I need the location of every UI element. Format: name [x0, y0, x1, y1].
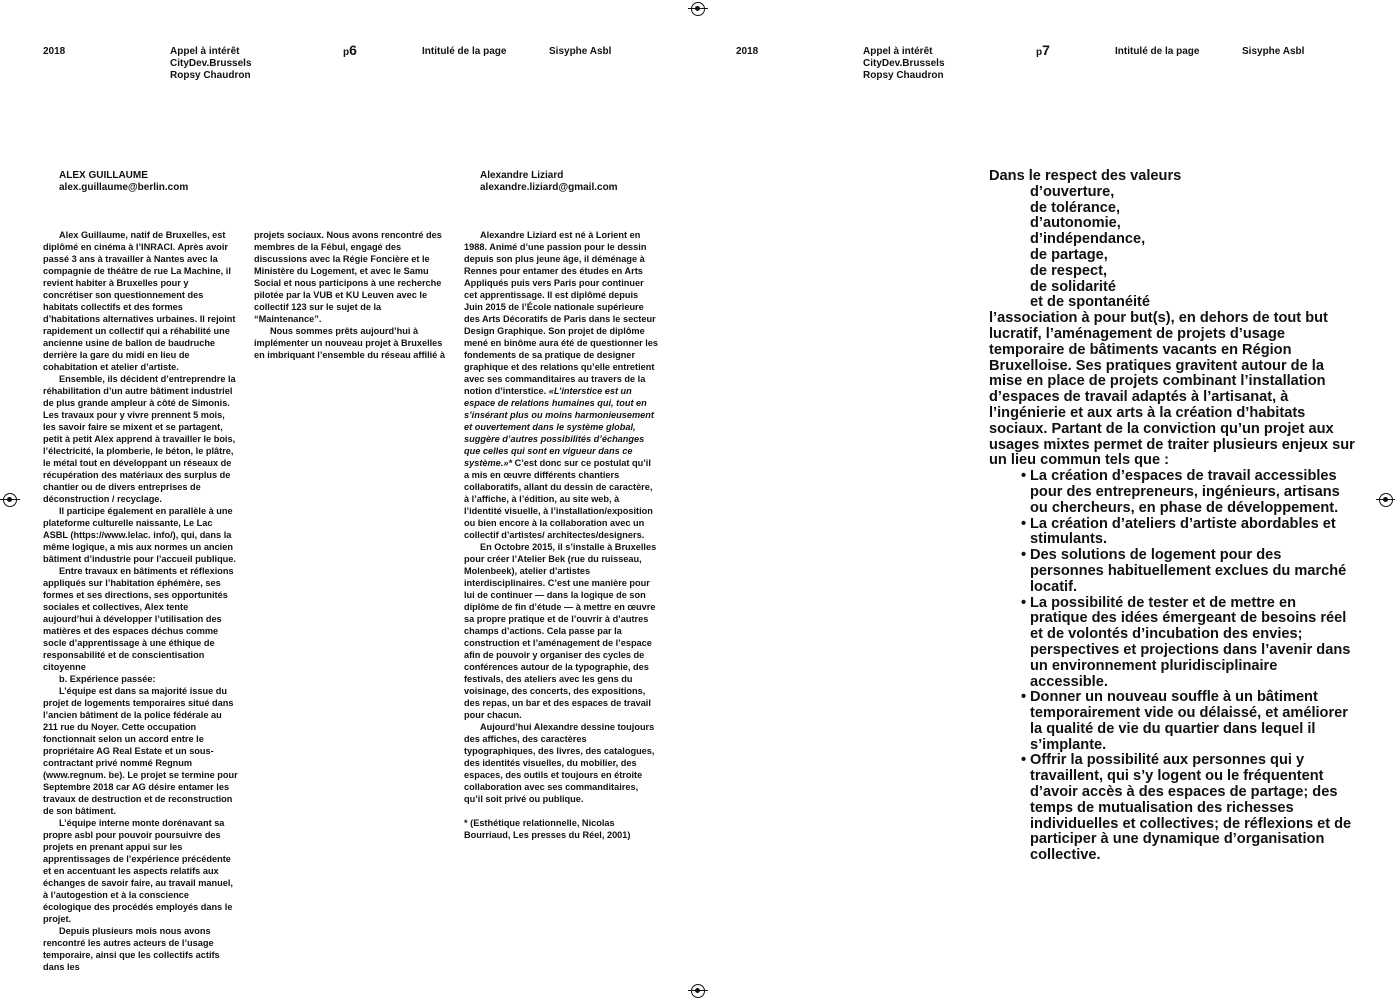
value-autonomy: d’autonomie, [1030, 215, 1121, 232]
left-page-number [343, 42, 357, 58]
bullet-text: Offrir la possibilité aux personnes qui y travaillent, qui s’y logent ou le fréquentent d’avoir accès à des espaces de partage; des temps de mutualisation des richesses individuelles et collectives; de réflexions et de participer à une dynamique d’organisation collective. [1030, 752, 1352, 864]
alex-col1-p6: L’équipe est dans sa majorité issue du projet de logements temporaires situé dans l’ancien bâtiment de la police fédérale au 211 rue du Noyer. Cette occupation fonctionnait selon un accord entre le propriétaire AG Real Estate et un sous-contractant privé nommé Regnum (www.regnum. be). Le projet se termine pour Septembre 2018 car AG désire entamer les travaux de destruction et de reconstruction de son bâtiment. [43, 686, 238, 816]
left-org: Sisyphe Asbl [549, 46, 612, 57]
alex-col1-p2: Ensemble, ils décident d’entreprendre la réhabilitation d’un autre bâtiment industriel de plus grande ampleur à côté de Simonis. Les travaux pour y vivre prennent 5 mois, les savoir faire se mixent et se partagent, petit à petit Alex apprend à travailler le bois, l’électricité, la plomberie, le béton, le plâtre, le métal tout en développant un réseaux de récupération des matériaux des surplus de chantier ou de divers entreprises de déconstruction / recyclage. [43, 374, 236, 504]
left-page-prefix: p [343, 47, 350, 58]
alex-col1-p5: b. Expérience passée: [59, 674, 156, 684]
registration-mark-left-icon [3, 493, 17, 507]
alex-col1-p4: Entre travaux en bâtiments et réflexions appliqués sur l’habitation éphémère, ses formes et ses directions, ses opportunités sociales et collectives, Alex tente aujourd’hui à développer l’utilisation des matières et des espaces déchus comme socle d’apprentissage à une éthique de responsabilité et de conscientisation citoyenne [43, 566, 234, 672]
alex-col1-p1: Alex Guillaume, natif de Bruxelles, est diplômé en cinéma à l’INRACI. Après avoir passé 3 ans à travailler à Nantes avec la compagnie de théâtre de rue La Machine, il revient habiter à Bruxelles pour y concrétiser son questionnement des habitats collectifs et des formes d’habitations alternatives urbaines. Il rejoint rapidement un collectif qui a réhabilité une ancienne usine de ballon de baudruche derrière la gare du midi en lieu de cohabitation et atelier d’artiste. [43, 230, 236, 372]
alex-col2-p1: projets sociaux. Nous avons rencontré des membres de la Fébul, engagé des discussions avec la Régie Foncière et le Ministère du Logement, et avec le Samu Social et nous participons à une recherche pilotée par la VUB et KU Leuven avec le collectif 123 sur le sujet de la “Maintenance”. [254, 230, 442, 324]
alexandre-p1-start: Alexandre Liziard est né à Lorient en 1988. Animé d’une passion pour le dessin depuis son plus jeune âge, il déménage à Rennes pour entamer des études en Arts Appliqués puis vers Paris pour continuer cet apprentissage. Il est diplômé depuis Juin 2015 de l’École nationale supérieure des Arts Décoratifs de Paris dans le secteur Design Graphique. Son projet de diplôme mené en binôme aura été de questionner les fondements de sa pratique de designer graphique et des relations qu’elle entretient avec ses commanditaires au travers de la notion d’interstice. [464, 230, 659, 396]
manifesto-intro: Dans le respect des valeurs [989, 168, 1182, 184]
right-org: Sisyphe Asbl [1242, 46, 1305, 57]
bullet-text: La création d’espaces de travail accessibles pour des entrepreneurs, ingénieurs, artisans ou chercheurs, en phase de développement. [1030, 468, 1340, 516]
value-spontaneity: et de spontanéité [1030, 294, 1151, 311]
manifesto-block [989, 169, 1355, 864]
right-appel-line3: Ropsy Chaudron [863, 70, 944, 81]
left-year: 2018 [43, 46, 66, 57]
right-page-title: Intitulé de la page [1115, 46, 1200, 57]
right-appel-line1: Appel à intérêt [863, 46, 933, 57]
list-item [1021, 753, 1355, 864]
list-item [1021, 517, 1355, 549]
alexandre-footnote: * (Esthétique relationnelle, Nicolas Bourriaud, Les presses du Réel, 2001) [464, 818, 631, 840]
value-openness: d’ouverture, [1030, 183, 1115, 200]
bullet-icon: • [1021, 594, 1027, 611]
value-respect: de respect, [1030, 262, 1108, 279]
alexandre-p1 [464, 229, 658, 541]
alexandre-bio-column [464, 229, 658, 841]
value-sharing: de partage, [1030, 246, 1108, 263]
bullet-text: Des solutions de logement pour des personnes habituellement exclues du marché locatif. [1030, 547, 1347, 595]
alex-email: alex.guillaume@berlin.com [59, 182, 189, 193]
alex-name: ALEX GUILLAUME [59, 170, 148, 181]
manifesto-body: l’association à pour but(s), en dehors de tout but lucratif, l’aménagement de projets d’usage temporaire de bâtiments vacants en Région Bruxelloise. Ses pratiques gravitent autour de la mise en place de projets combinant l’installation d’espaces de travail adaptés à l’artisanat, à l’ingénierie et aux arts à la création d’habitats sociaux. Partant de la conviction qu’un projet aux usages mixtes permet de traiter plusieurs enjeux sur un lieu commun tels que : [989, 310, 1355, 469]
left-page-title: Intitulé de la page [422, 46, 507, 57]
bullet-icon: • [1021, 515, 1027, 532]
alexandre-name: Alexandre Liziard [480, 170, 564, 181]
right-year: 2018 [736, 46, 759, 57]
bullet-icon: • [1021, 752, 1027, 769]
right-appel-line2: CityDev.Brussels [863, 58, 945, 69]
manifesto-bullet-list [989, 469, 1355, 864]
alexandre-name-block [480, 170, 618, 194]
bullet-text: Donner un nouveau souffle à un bâtiment temporairement vide ou délaissé, et améliorer la qualité de vie du quartier dans lequel il s’implante. [1030, 689, 1348, 753]
list-item [1021, 690, 1355, 753]
alex-col1-p8: Depuis plusieurs mois nous avons rencontré les autres acteurs de l’usage temporaire, ainsi que les collectifs actifs dans les [43, 926, 220, 972]
left-page-num: 6 [349, 42, 357, 58]
value-independence: d’indépendance, [1030, 231, 1146, 248]
registration-mark-top-icon [691, 2, 705, 16]
alex-col2-p2: Nous sommes prêts aujourd’hui à implémenter un nouveau projet à Bruxelles en imbriquant l’ensemble du réseau affilié à [254, 326, 445, 360]
bullet-text: La possibilité de tester et de mettre en pratique des idées émergeant de besoins réel et de volontés d’incubation des envies; perspectives et projections dans l’avenir dans un environnement pluridisciplinaire accessible. [1030, 594, 1351, 690]
left-appel-block [170, 46, 252, 82]
bullet-icon: • [1021, 468, 1027, 485]
registration-mark-right-icon [1379, 493, 1393, 507]
value-solidarity: de solidarité [1030, 278, 1116, 295]
alex-col1-p7: L’équipe interne monte dorénavant sa propre asbl pour pouvoir poursuivre des projets en prenant appui sur les apprentissages de l’expérience précédente et en accentuant les aspects relatifs aux échanges de savoir faire, au travail manuel, à l’autogestion et à la conscience écologique des procédés employés dans le projet. [43, 818, 233, 924]
alexandre-email: alexandre.liziard@gmail.com [480, 182, 618, 193]
list-item [1021, 596, 1355, 691]
bullet-text: La création d’ateliers d’artiste abordables et stimulants. [1030, 515, 1336, 548]
right-page-number [1036, 42, 1050, 58]
left-appel-line2: CityDev.Brussels [170, 58, 252, 69]
right-appel-block [863, 46, 945, 82]
value-tolerance: de tolérance, [1030, 199, 1121, 216]
alexandre-p2: En Octobre 2015, il s’installe à Bruxelles pour créer l’Atelier Bek (rue du ruisseau, Molenbeek), atelier d’artistes interdisciplinaires. C’est une manière pour lui de continuer — dans la logique de son diplôme de fin d’étude — à mettre en œuvre sa propre pratique et de l’ouvrir à d’autres champs d’actions. Cela passe par la construction et l’aménagement de l’espace afin de pouvoir y organiser des cycles de conférences autour de la typographie, des festivals, des ateliers avec les gens du voisinage, des concerts, des expositions, des repas, un bar et des espaces de travail pour chacun. [464, 542, 657, 720]
alexandre-p3: Aujourd’hui Alexandre dessine toujours des affiches, des caractères typographiques, des livres, des catalogues, des identités visuelles, du mobilier, des espaces, des outils et toujours en étroite collaboration avec ses commanditaires, qu’il soit privé ou publique. [464, 722, 655, 804]
alexandre-p1-quote: «L’interstice est un espace de relations humaines qui, tout en s’insérant plus ou moins harmonieusement et ouvertement dans le système global, suggère d’autres possibilités d’échanges que celles qui sont en vigueur dans ce système.»* [464, 386, 654, 468]
right-page-prefix: p [1036, 47, 1043, 58]
bullet-icon: • [1021, 689, 1027, 706]
list-item [1021, 548, 1355, 595]
bullet-icon: • [1021, 547, 1027, 564]
alex-bio-column-1 [43, 229, 238, 973]
right-page-num: 7 [1042, 42, 1050, 58]
left-appel-line3: Ropsy Chaudron [170, 70, 251, 81]
alex-name-block [59, 170, 188, 194]
alex-bio-column-2 [254, 229, 450, 361]
list-item [1021, 469, 1355, 516]
alex-col1-p3: Il participe également en parallèle à une plateforme culturelle naissante, Le Lac ASBL (https://www.lelac. info/), qui, dans la même logique, a mis aux normes un ancien bâtiment d’industrie pour l’accueil publique. [43, 506, 236, 564]
alexandre-p1-end: C’est donc sur ce postulat qu’il a mis en œuvre différents chantiers collaboratifs, allant du dessin de caractère, à l’affiche, à l’édition, au site web, à l’identité visuelle, à l’installation/exposition ou bien encore à la collaboration avec un collectif d’artistes/ architectes/designers. [464, 458, 653, 540]
left-appel-line1: Appel à intérêt [170, 46, 240, 57]
registration-mark-bottom-icon [691, 984, 705, 998]
